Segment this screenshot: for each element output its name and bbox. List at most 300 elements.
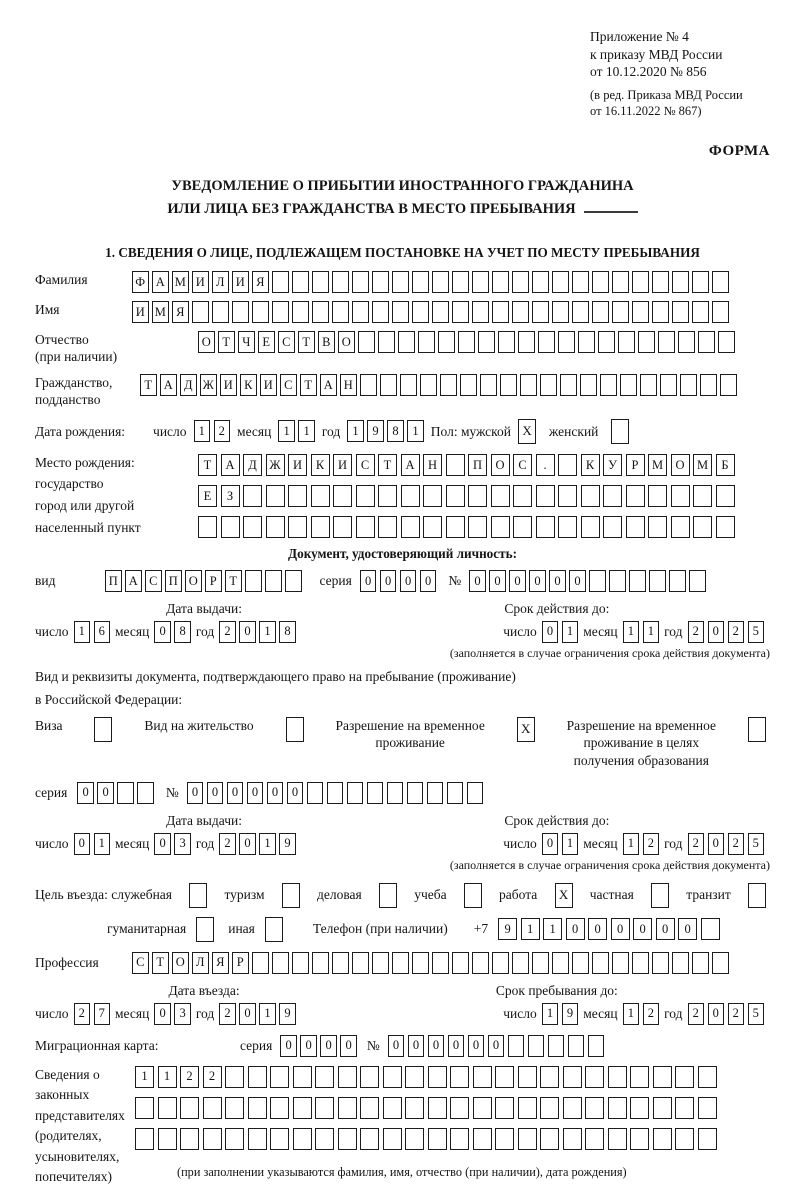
cell[interactable] xyxy=(598,331,615,353)
cell[interactable] xyxy=(495,1097,514,1119)
cell[interactable] xyxy=(452,301,469,323)
cell[interactable] xyxy=(356,516,375,538)
cell[interactable]: П xyxy=(468,454,487,476)
cell[interactable] xyxy=(652,952,669,974)
cell[interactable] xyxy=(508,1035,525,1057)
cell[interactable]: И xyxy=(132,301,149,323)
cell[interactable] xyxy=(452,952,469,974)
cell[interactable] xyxy=(352,301,369,323)
cell[interactable]: Р xyxy=(626,454,645,476)
cell[interactable] xyxy=(392,952,409,974)
cell[interactable] xyxy=(432,271,449,293)
cell[interactable] xyxy=(192,301,209,323)
cell[interactable] xyxy=(669,570,686,592)
cell[interactable] xyxy=(626,485,645,507)
cell[interactable]: Т xyxy=(298,331,315,353)
cell[interactable] xyxy=(438,331,455,353)
cell[interactable]: 2 xyxy=(728,1003,745,1025)
cell[interactable] xyxy=(572,271,589,293)
cell[interactable] xyxy=(307,782,324,804)
cell[interactable] xyxy=(518,1097,537,1119)
cell[interactable]: 0 xyxy=(656,918,675,940)
cell[interactable] xyxy=(660,374,677,396)
cell[interactable] xyxy=(407,782,424,804)
cell[interactable] xyxy=(412,952,429,974)
cell[interactable] xyxy=(580,374,597,396)
purpose-humanitarian-checkbox[interactable] xyxy=(196,917,214,942)
cell[interactable] xyxy=(450,1128,469,1150)
purpose-official-checkbox[interactable] xyxy=(189,883,207,908)
cell[interactable] xyxy=(360,1128,379,1150)
cell[interactable] xyxy=(293,1128,312,1150)
cell[interactable] xyxy=(632,301,649,323)
cell[interactable]: 9 xyxy=(498,918,517,940)
cell[interactable]: Я xyxy=(212,952,229,974)
cell[interactable]: 0 xyxy=(529,570,546,592)
cell[interactable]: Е xyxy=(258,331,275,353)
cell[interactable]: 9 xyxy=(279,1003,296,1025)
cell[interactable]: Т xyxy=(198,454,217,476)
cell[interactable] xyxy=(378,331,395,353)
cell[interactable] xyxy=(423,516,442,538)
cell[interactable] xyxy=(372,952,389,974)
cell[interactable] xyxy=(600,374,617,396)
cell[interactable]: И xyxy=(260,374,277,396)
cell[interactable]: С xyxy=(145,570,162,592)
cell[interactable]: 0 xyxy=(388,1035,405,1057)
cell[interactable]: 1 xyxy=(623,1003,640,1025)
cell[interactable] xyxy=(243,516,262,538)
cell[interactable] xyxy=(248,1066,267,1088)
cell[interactable] xyxy=(332,301,349,323)
cell[interactable]: 1 xyxy=(259,621,276,643)
cell[interactable] xyxy=(248,1097,267,1119)
cell[interactable] xyxy=(312,271,329,293)
cell[interactable] xyxy=(352,271,369,293)
cell[interactable]: Я xyxy=(172,301,189,323)
cell[interactable] xyxy=(513,485,532,507)
cell[interactable] xyxy=(629,570,646,592)
cell[interactable] xyxy=(653,1128,672,1150)
cell[interactable] xyxy=(675,1066,694,1088)
cell[interactable]: К xyxy=(311,454,330,476)
cell[interactable] xyxy=(378,516,397,538)
cell[interactable] xyxy=(400,374,417,396)
cell[interactable]: 2 xyxy=(219,621,236,643)
cell[interactable] xyxy=(418,331,435,353)
cell[interactable] xyxy=(618,331,635,353)
cell[interactable] xyxy=(428,1066,447,1088)
cell[interactable] xyxy=(552,301,569,323)
cell[interactable] xyxy=(367,782,384,804)
cell[interactable]: М xyxy=(693,454,712,476)
cell[interactable] xyxy=(245,570,262,592)
cell[interactable] xyxy=(492,271,509,293)
cell[interactable]: Н xyxy=(340,374,357,396)
cell[interactable] xyxy=(432,301,449,323)
cell[interactable] xyxy=(608,1128,627,1150)
cell[interactable]: 1 xyxy=(94,833,111,855)
cell[interactable]: . xyxy=(536,454,555,476)
cell[interactable] xyxy=(372,271,389,293)
cell[interactable] xyxy=(689,570,706,592)
cell[interactable]: И xyxy=(333,454,352,476)
cell[interactable]: С xyxy=(513,454,532,476)
cell[interactable] xyxy=(117,782,134,804)
cell[interactable] xyxy=(518,331,535,353)
cell[interactable]: 6 xyxy=(94,621,111,643)
cell[interactable] xyxy=(672,301,689,323)
cell[interactable] xyxy=(648,516,667,538)
cell[interactable] xyxy=(292,952,309,974)
cell[interactable] xyxy=(372,301,389,323)
cell[interactable] xyxy=(265,570,282,592)
cell[interactable] xyxy=(450,1066,469,1088)
cell[interactable]: 0 xyxy=(469,570,486,592)
cell[interactable] xyxy=(427,782,444,804)
cell[interactable]: 0 xyxy=(588,918,607,940)
cell[interactable]: 1 xyxy=(543,918,562,940)
cell[interactable]: Р xyxy=(232,952,249,974)
cell[interactable] xyxy=(473,1097,492,1119)
cell[interactable] xyxy=(578,331,595,353)
cell[interactable] xyxy=(472,271,489,293)
cell[interactable]: Л xyxy=(192,952,209,974)
cell[interactable]: Я xyxy=(252,271,269,293)
purpose-study-checkbox[interactable] xyxy=(464,883,482,908)
cell[interactable]: 0 xyxy=(549,570,566,592)
cell[interactable] xyxy=(203,1128,222,1150)
cell[interactable]: Т xyxy=(152,952,169,974)
cell[interactable] xyxy=(446,516,465,538)
cell[interactable] xyxy=(612,271,629,293)
cell[interactable] xyxy=(468,485,487,507)
cell[interactable] xyxy=(428,1128,447,1150)
cell[interactable] xyxy=(491,485,510,507)
cell[interactable]: Н xyxy=(423,454,442,476)
cell[interactable] xyxy=(446,485,465,507)
cell[interactable] xyxy=(203,1097,222,1119)
cell[interactable] xyxy=(558,454,577,476)
cell[interactable] xyxy=(312,952,329,974)
cell[interactable] xyxy=(472,952,489,974)
cell[interactable] xyxy=(387,782,404,804)
cell[interactable]: И xyxy=(220,374,237,396)
cell[interactable]: 0 xyxy=(633,918,652,940)
cell[interactable] xyxy=(563,1066,582,1088)
cell[interactable]: М xyxy=(648,454,667,476)
cell[interactable]: О xyxy=(185,570,202,592)
cell[interactable] xyxy=(518,1128,537,1150)
purpose-work-checkbox[interactable]: X xyxy=(555,883,573,908)
cell[interactable]: 0 xyxy=(287,782,304,804)
cell[interactable]: К xyxy=(581,454,600,476)
cell[interactable] xyxy=(333,485,352,507)
cell[interactable] xyxy=(401,516,420,538)
cell[interactable] xyxy=(293,1066,312,1088)
cell[interactable] xyxy=(532,952,549,974)
cell[interactable]: 2 xyxy=(219,833,236,855)
cell[interactable]: А xyxy=(221,454,240,476)
cell[interactable]: А xyxy=(320,374,337,396)
cell[interactable] xyxy=(225,1128,244,1150)
cell[interactable]: 1 xyxy=(623,833,640,855)
cell[interactable]: 0 xyxy=(678,918,697,940)
cell[interactable]: 0 xyxy=(360,570,377,592)
cell[interactable]: 0 xyxy=(280,1035,297,1057)
cell[interactable]: Т xyxy=(140,374,157,396)
cell[interactable] xyxy=(272,271,289,293)
cell[interactable] xyxy=(472,301,489,323)
cell[interactable]: 8 xyxy=(387,420,404,442)
cell[interactable] xyxy=(512,271,529,293)
cell[interactable] xyxy=(603,485,622,507)
cell[interactable] xyxy=(338,1128,357,1150)
cell[interactable] xyxy=(315,1128,334,1150)
cell[interactable] xyxy=(592,301,609,323)
temp-residence-checkbox[interactable]: X xyxy=(517,717,535,742)
cell[interactable] xyxy=(548,1035,565,1057)
cell[interactable] xyxy=(720,374,737,396)
cell[interactable] xyxy=(158,1097,177,1119)
cell[interactable]: 0 xyxy=(509,570,526,592)
cell[interactable]: М xyxy=(152,301,169,323)
cell[interactable]: 0 xyxy=(542,833,559,855)
cell[interactable] xyxy=(540,1066,559,1088)
cell[interactable]: Ж xyxy=(200,374,217,396)
cell[interactable]: 0 xyxy=(340,1035,357,1057)
cell[interactable]: 0 xyxy=(428,1035,445,1057)
cell[interactable]: 2 xyxy=(688,833,705,855)
cell[interactable] xyxy=(692,271,709,293)
cell[interactable]: 0 xyxy=(187,782,204,804)
cell[interactable]: С xyxy=(278,331,295,353)
cell[interactable] xyxy=(272,952,289,974)
cell[interactable]: 0 xyxy=(611,918,630,940)
cell[interactable]: Д xyxy=(243,454,262,476)
cell[interactable] xyxy=(698,1097,717,1119)
cell[interactable]: 1 xyxy=(623,621,640,643)
cell[interactable] xyxy=(712,271,729,293)
cell[interactable] xyxy=(198,516,217,538)
cell[interactable] xyxy=(347,782,364,804)
cell[interactable] xyxy=(520,374,537,396)
cell[interactable] xyxy=(252,301,269,323)
cell[interactable]: 0 xyxy=(227,782,244,804)
cell[interactable]: 0 xyxy=(408,1035,425,1057)
cell[interactable]: 1 xyxy=(194,420,211,442)
cell[interactable]: 1 xyxy=(562,621,579,643)
cell[interactable]: 1 xyxy=(407,420,424,442)
female-checkbox[interactable] xyxy=(611,419,629,444)
cell[interactable] xyxy=(632,952,649,974)
cell[interactable]: 0 xyxy=(97,782,114,804)
cell[interactable]: 2 xyxy=(203,1066,222,1088)
cell[interactable] xyxy=(266,516,285,538)
cell[interactable] xyxy=(383,1128,402,1150)
cell[interactable] xyxy=(473,1128,492,1150)
cell[interactable] xyxy=(428,1097,447,1119)
cell[interactable]: В xyxy=(318,331,335,353)
cell[interactable] xyxy=(405,1128,424,1150)
cell[interactable] xyxy=(585,1066,604,1088)
cell[interactable] xyxy=(563,1128,582,1150)
cell[interactable] xyxy=(581,516,600,538)
cell[interactable] xyxy=(532,271,549,293)
cell[interactable] xyxy=(311,516,330,538)
cell[interactable] xyxy=(288,516,307,538)
cell[interactable] xyxy=(716,516,735,538)
cell[interactable] xyxy=(653,1066,672,1088)
cell[interactable] xyxy=(460,374,477,396)
cell[interactable] xyxy=(536,516,555,538)
cell[interactable]: О xyxy=(671,454,690,476)
cell[interactable] xyxy=(572,301,589,323)
cell[interactable] xyxy=(609,570,626,592)
cell[interactable] xyxy=(652,301,669,323)
cell[interactable]: 0 xyxy=(154,833,171,855)
cell[interactable]: А xyxy=(401,454,420,476)
cell[interactable] xyxy=(652,271,669,293)
cell[interactable] xyxy=(405,1097,424,1119)
cell[interactable]: 0 xyxy=(708,621,725,643)
cell[interactable] xyxy=(452,271,469,293)
cell[interactable] xyxy=(360,1097,379,1119)
cell[interactable] xyxy=(718,331,735,353)
cell[interactable] xyxy=(232,301,249,323)
cell[interactable] xyxy=(423,485,442,507)
cell[interactable] xyxy=(558,485,577,507)
cell[interactable] xyxy=(630,1128,649,1150)
cell[interactable]: 1 xyxy=(158,1066,177,1088)
cell[interactable] xyxy=(332,271,349,293)
cell[interactable] xyxy=(315,1066,334,1088)
cell[interactable] xyxy=(180,1128,199,1150)
cell[interactable] xyxy=(378,485,397,507)
cell[interactable]: О xyxy=(198,331,215,353)
cell[interactable] xyxy=(563,1097,582,1119)
cell[interactable] xyxy=(592,271,609,293)
cell[interactable] xyxy=(585,1097,604,1119)
cell[interactable] xyxy=(568,1035,585,1057)
cell[interactable]: 0 xyxy=(566,918,585,940)
cell[interactable]: 1 xyxy=(562,833,579,855)
cell[interactable] xyxy=(588,1035,605,1057)
cell[interactable] xyxy=(270,1097,289,1119)
purpose-private-checkbox[interactable] xyxy=(651,883,669,908)
cell[interactable] xyxy=(492,301,509,323)
cell[interactable] xyxy=(540,1097,559,1119)
cell[interactable] xyxy=(540,1128,559,1150)
cell[interactable] xyxy=(332,952,349,974)
cell[interactable] xyxy=(327,782,344,804)
cell[interactable] xyxy=(540,374,557,396)
cell[interactable] xyxy=(252,952,269,974)
cell[interactable] xyxy=(589,570,606,592)
cell[interactable]: 8 xyxy=(279,621,296,643)
cell[interactable] xyxy=(272,301,289,323)
cell[interactable]: 2 xyxy=(688,621,705,643)
cell[interactable]: 0 xyxy=(247,782,264,804)
cell[interactable]: 1 xyxy=(542,1003,559,1025)
cell[interactable]: 2 xyxy=(728,621,745,643)
cell[interactable]: 0 xyxy=(380,570,397,592)
cell[interactable] xyxy=(585,1128,604,1150)
cell[interactable] xyxy=(672,271,689,293)
cell[interactable]: 0 xyxy=(468,1035,485,1057)
cell[interactable]: 2 xyxy=(74,1003,91,1025)
cell[interactable]: 0 xyxy=(154,621,171,643)
cell[interactable]: 1 xyxy=(643,621,660,643)
cell[interactable]: К xyxy=(240,374,257,396)
cell[interactable] xyxy=(405,1066,424,1088)
cell[interactable]: А xyxy=(160,374,177,396)
cell[interactable]: 0 xyxy=(267,782,284,804)
cell[interactable]: 0 xyxy=(489,570,506,592)
cell[interactable] xyxy=(225,1097,244,1119)
cell[interactable] xyxy=(630,1097,649,1119)
cell[interactable]: Т xyxy=(300,374,317,396)
cell[interactable] xyxy=(698,331,715,353)
cell[interactable] xyxy=(158,1128,177,1150)
cell[interactable] xyxy=(360,1066,379,1088)
cell[interactable]: 3 xyxy=(174,1003,191,1025)
cell[interactable] xyxy=(592,952,609,974)
cell[interactable] xyxy=(603,516,622,538)
cell[interactable] xyxy=(312,301,329,323)
cell[interactable]: 0 xyxy=(542,621,559,643)
cell[interactable]: У xyxy=(603,454,622,476)
cell[interactable]: 0 xyxy=(300,1035,317,1057)
cell[interactable] xyxy=(512,301,529,323)
cell[interactable] xyxy=(440,374,457,396)
male-checkbox[interactable]: X xyxy=(518,419,536,444)
cell[interactable] xyxy=(653,1097,672,1119)
cell[interactable]: П xyxy=(105,570,122,592)
cell[interactable] xyxy=(612,952,629,974)
cell[interactable]: 0 xyxy=(320,1035,337,1057)
cell[interactable]: Е xyxy=(198,485,217,507)
cell[interactable]: 0 xyxy=(420,570,437,592)
cell[interactable]: 0 xyxy=(154,1003,171,1025)
cell[interactable]: 1 xyxy=(259,1003,276,1025)
cell[interactable] xyxy=(630,1066,649,1088)
cell[interactable]: 0 xyxy=(569,570,586,592)
purpose-transit-checkbox[interactable] xyxy=(748,883,766,908)
cell[interactable]: 1 xyxy=(259,833,276,855)
cell[interactable] xyxy=(698,1066,717,1088)
cell[interactable] xyxy=(532,301,549,323)
cell[interactable] xyxy=(675,1128,694,1150)
cell[interactable] xyxy=(581,485,600,507)
cell[interactable] xyxy=(680,374,697,396)
cell[interactable] xyxy=(558,331,575,353)
cell[interactable] xyxy=(468,516,487,538)
cell[interactable] xyxy=(693,516,712,538)
cell[interactable] xyxy=(311,485,330,507)
cell[interactable] xyxy=(608,1066,627,1088)
cell[interactable]: 5 xyxy=(748,621,765,643)
cell[interactable] xyxy=(528,1035,545,1057)
cell[interactable] xyxy=(338,1097,357,1119)
cell[interactable] xyxy=(212,301,229,323)
cell[interactable]: 0 xyxy=(400,570,417,592)
cell[interactable]: 9 xyxy=(367,420,384,442)
cell[interactable]: Ж xyxy=(266,454,285,476)
cell[interactable]: Л xyxy=(212,271,229,293)
cell[interactable]: 0 xyxy=(708,1003,725,1025)
cell[interactable] xyxy=(512,952,529,974)
